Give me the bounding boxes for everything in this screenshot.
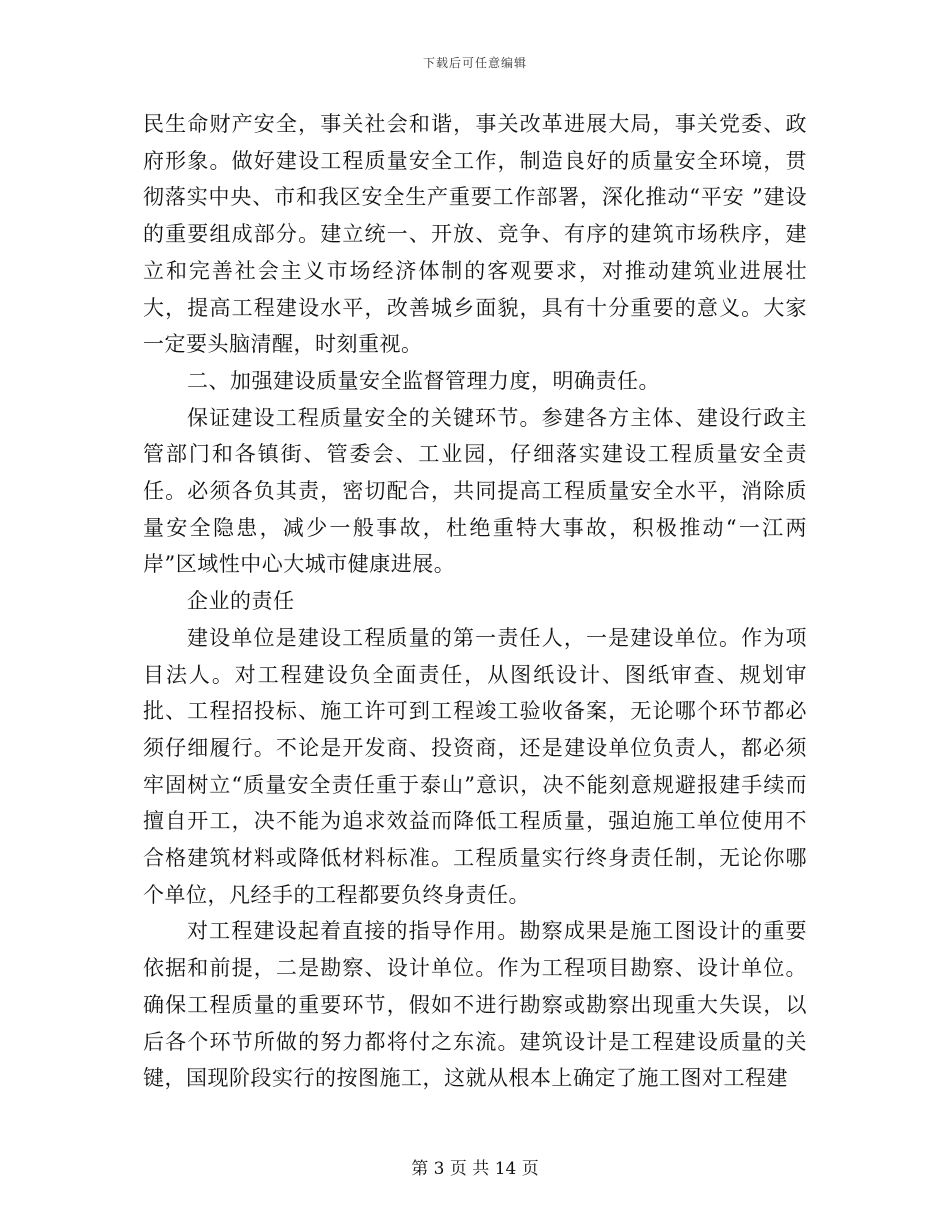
footer-total-pages: 14 <box>494 1159 517 1179</box>
page-footer <box>0 1154 950 1179</box>
paragraph-6: 对工程建设起着直接的指导作用。勘察成果是施工图设计的重要依据和前提，二是勘察、设计单位。作为工程项目勘察、设计单位。确保工程质量的重要环节，假如不进行勘察或勘察出现重大失误，以后各个环节所做的努力都将付之东流。建筑设计是工程建设质量的关键，国现阶段实行的按图施工，这就从根本上确定了施工图对工程建 <box>143 919 807 1091</box>
paragraph-5: 建设单位是建设工程质量的第一责任人，一是建设单位。作为项目法人。对工程建设负全面责任，从图纸设计、图纸审查、规划审批、工程招投标、施工许可到工程竣工验收备案，无论哪个环节都必须仔细履行。不论是开发商、投资商，还是建设单位负责人，都必须牢固树立“质量安全责任重于泰山”意识，决不能刻意规避报建手续而擅自开工，决不能为追求效益而降低工程质量，强迫施工单位使用不合格建筑材料或降低材料标准。工程质量实行终身责任制，无论你哪个单位，凡经手的工程都要负终身责任。 <box>143 625 807 907</box>
footer-current-page: 3 <box>433 1159 445 1179</box>
footer-suffix: 页 <box>521 1159 539 1179</box>
paragraph-3: 保证建设工程质量安全的关键环节。参建各方主体、建设行政主管部门和各镇街、管委会、工业园，仔细落实建设工程质量安全责任。必须各负其责，密切配合，共同提高工程质量安全水平，消除质量安全隐患，减少一般事故，杜绝重特大事故，积极推动“一江两岸”区域性中心大城市健康进展。 <box>143 405 807 577</box>
footer-prefix: 第 <box>411 1159 429 1179</box>
footer-total-word: 共 <box>472 1159 490 1179</box>
body-text <box>143 106 807 1097</box>
paragraph-2-heading: 二、加强建设质量安全监督管理力度，明确责任。 <box>187 368 660 393</box>
footer-page-word: 页 <box>449 1159 467 1179</box>
paragraph-1: 民生命财产安全，事关社会和谐，事关改革进展大局，事关党委、政府形象。做好建设工程质量安全工作，制造良好的质量安全环境，贯彻落实中央、市和我区安全生产重要工作部署，深化推动“平安 ”建设的重要组成部分。建立统一、开放、竞争、有序的建筑市场秩序，建立和完善社会主义市场经济体制的客观要求，对推动建筑业进展壮大，提高工程建设水平，改善城乡面貌，具有十分重要的意义。大家一定要头脑清醒，时刻重视。 <box>143 112 807 357</box>
page-header-note: 下载后可任意编辑 <box>422 56 527 70</box>
paragraph-4-subheading: 企业的责任 <box>187 589 295 614</box>
